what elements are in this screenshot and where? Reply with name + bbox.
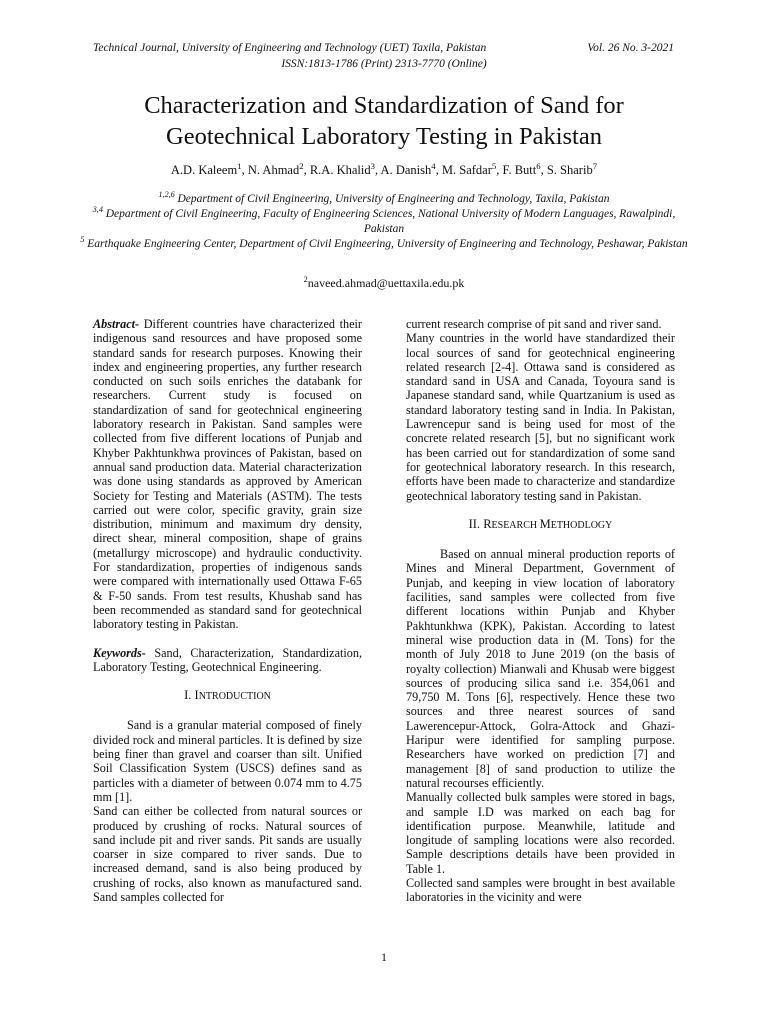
affiliations	[80, 192, 688, 252]
journal-issn: ISSN:1813-1786 (Print) 2313-7770 (Online)	[281, 58, 487, 70]
abstract-text: Different countries have characterized their indigenous sand resources and have proposed some standard sands for research purposes. Knowing their index and engineering properties, any further research conducted on such soils enriches the databank for researchers. Current study is focused on standardization of sand for geotechnical engineering laboratory research in Pakistan. Sand samples were collected from five different locations of Punjab and Khyber Pakhtunkhwa provinces of Pakistan, based on annual sand production data. Material characterization was done using standards as approved by American Society for Testing and Materials (ASTM). The tests carried out were color, specific gravity, grain size distribution, minimum and maximum dry density, direct shear, mineral composition, shape of grains (metallurgy microscope) and hydraulic conductivity. For standardization, properties of indigenous sands were compared with internationally used Ottawa F-65 & F-50 sands. From test results, Khushab sand has been recommended as standard sand for geotechnical laboratory testing in Pakistan.	[93, 317, 362, 632]
intro-paragraph: Sand can either be collected from natural sources or produced by crushing of rocks. Natural sources of sand include pit and river sands. Pit sands are usually coarser in size compared to river sands. Due to increased demand, sand is also being produced by crushing of rocks, also known as manufactured sand. Sand samples collected for	[93, 804, 362, 904]
journal-volume: Vol. 26 No. 3-2021	[587, 42, 674, 54]
author: F. Butt$^6$,	[502, 161, 547, 177]
author: A. Danish$^4$,	[380, 161, 442, 177]
keywords	[93, 646, 362, 675]
intro-paragraph-continued: current research comprise of pit sand and river sand.	[406, 317, 662, 331]
right-column	[406, 317, 675, 905]
affiliation: $^5$ Earthquake Engineering Center, Department of Civil Engineering, University of Engineering and Technology, Peshawar, Pakistan	[80, 235, 688, 250]
title-line-2: Geotechnical Laboratory Testing in Pakistan	[166, 123, 602, 150]
abstract-label: Abstract-	[93, 317, 140, 331]
left-column	[93, 317, 362, 904]
keywords-label: Keywords-	[93, 645, 146, 660]
methodology-paragraph: Collected sand samples were brought in best available laboratories in the vicinity and were	[406, 875, 675, 905]
page-number: 1	[381, 950, 387, 964]
methodology-paragraph: Manually collected bulk samples were stored in bags, and sample I.D was marked on each bag for identification purpose. Meanwhile, latitude and longitude of sampling locations were also recorded. Sample descriptions details have been provided in Table 1.	[406, 790, 675, 876]
section-heading-introduction: I. INTRODUCTION	[184, 688, 271, 703]
author-list	[0, 163, 768, 178]
methodology-paragraph: Based on annual mineral production reports of Mines and Mineral Department, Government of Punjab, and keeping in view location of laboratory facilities, sand samples were collected from five different locations within Punjab and Khyber Pakhtunkhwa (KPK), Pakistan. According to latest mineral wise production data in (M. Tons) for the month of July 2018 to June 2019 (on the basis of royalty collection) Mianwali and Khusab were biggest sources of producing silica sand i.e. 354,061 and 79,750 M. Tons [6], respectively. Hence these two sources and three nearest sources of sand Lawerencepur-Attock, Golra-Attock and Ghazi-Haripur were identified for sampling purpose. Researchers have worked on prediction [7] and management [8] of sand production to utilize the natural recourses efficiently.	[406, 547, 675, 790]
section-heading-research-methodology: II. RESEARCH METHODLOGY	[468, 516, 613, 531]
affiliation: $^{1,2,6}$ Department of Civil Engineering, University of Engineering and Technology, Taxila, Pakistan	[158, 190, 610, 205]
journal-name: Technical Journal, University of Engineering and Technology (UET) Taxila, Pakistan	[93, 42, 487, 54]
intro-paragraph: Many countries in the world have standardized their local sources of sand for geotechnical engineering related research [2-4]. Ottawa sand is considered as standard sand in USA and Canada, Toyoura sand is Japanese standard sand, while Quartzanium is used as standard laboratory testing sand in India. In Pakistan, Lawrencepur sand is being used for most of the concrete related research [5], but no significant work has been carried out for standardization of some sand for geotechnical laboratory research. In this research, efforts have been made to characterize and standardize geotechnical laboratory testing sand in Pakistan.	[406, 331, 675, 503]
title-line-1: Characterization and Standardization of Sand for	[144, 92, 624, 119]
paper-title	[60, 90, 708, 152]
abstract	[93, 317, 362, 632]
author: S. Sharib$^7$	[546, 161, 598, 177]
author: A.D. Kaleem$^1$,	[170, 161, 248, 177]
corresponding-email: $^2$naveed.ahmad@uettaxila.edu.pk	[303, 275, 465, 290]
author: M. Safdar$^5$,	[441, 161, 503, 177]
author: N. Ahmad$^2$,	[247, 161, 310, 177]
intro-paragraph: Sand is a granular material composed of finely divided rock and mineral particles. It is defined by size being finer than gravel and coarser than silt. Unified Soil Classification System (USCS) defines sand as particles with a diameter of between 0.074 mm to 4.75 mm [1].	[93, 718, 362, 804]
running-header	[0, 42, 768, 76]
author: R.A. Khalid$^3$,	[309, 161, 381, 177]
affiliation: $^{3,4}$ Department of Civil Engineering, Faculty of Engineering Sciences, National University of Modern Languages, Rawalpindi, Pakistan	[92, 205, 676, 235]
keywords-text: Sand, Characterization, Standardization, Laboratory Testing, Geotechnical Engineering.	[93, 645, 362, 674]
